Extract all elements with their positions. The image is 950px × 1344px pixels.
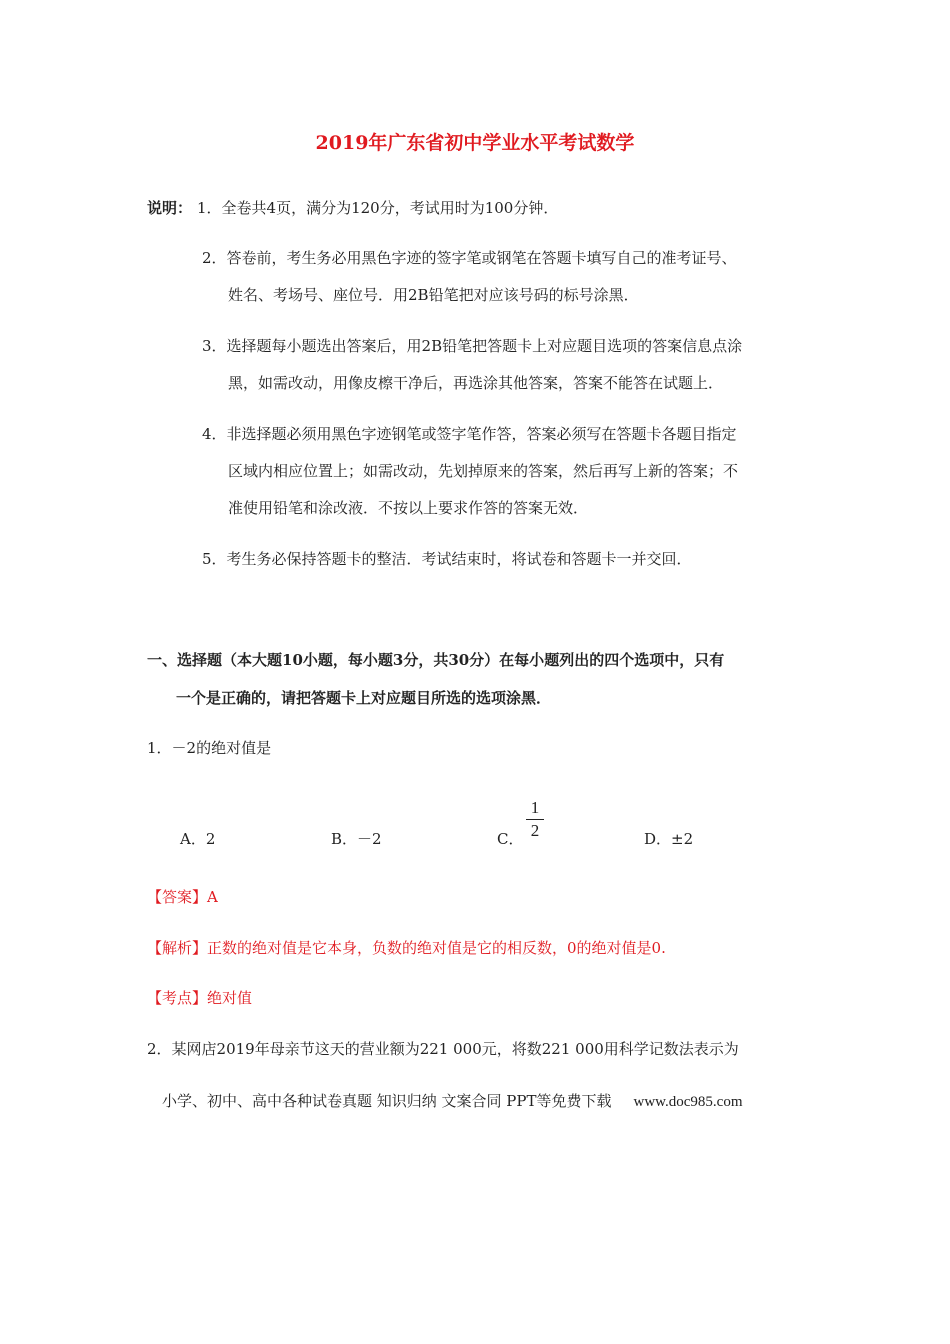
fraction-numerator: 1 (530, 798, 540, 817)
instruction-item-3: 3．选择题每小题选出答案后，用2B铅笔把答题卡上对应题目选项的答案信息点涂 (202, 337, 743, 355)
instruction-item-5: 5．考生务必保持答题卡的整洁．考试结束时，将试卷和答题卡一并交回． (202, 550, 692, 568)
instruction-item-1: 1．全卷共4页，满分为120分，考试用时为100分钟． (197, 199, 559, 217)
section-heading-cont: 一个是正确的，请把答题卡上对应题目所选的选项涂黑． (176, 689, 552, 707)
option-c: C． (497, 830, 524, 848)
instruction-item-4-cont2: 准使用铅笔和涂改液．不按以上要求作答的答案无效． (228, 499, 589, 517)
instruction-item-4-cont1: 区域内相应位置上；如需改动，先划掉原来的答案，然后再写上新的答案；不 (228, 462, 739, 480)
instruction-item-3-cont: 黑，如需改动，用像皮檫干净后，再选涂其他答案，答案不能答在试题上． (228, 374, 724, 392)
question-stem: 2．某网店2019年母亲节这天的营业额为221 000元，将数221 000用科学记数法表示为 (147, 1040, 739, 1058)
question-stem: 1．－2的绝对值是 (147, 739, 272, 757)
page-title: 2019年广东省初中学业水平考试数学 (315, 132, 635, 154)
option-c-fraction (526, 798, 544, 841)
fraction-bar (526, 819, 544, 820)
instruction-item-2-cont: 姓名、考场号、座位号．用2B铅笔把对应该号码的标号涂黑． (228, 286, 639, 304)
footer (162, 1090, 743, 1111)
option-a: A．2 (180, 830, 216, 848)
footer-text: 小学、初中、高中各种试卷真题 知识归纳 文案合同 PPT等免费下载 (162, 1092, 612, 1110)
answer: 【答案】A (147, 888, 218, 906)
instruction-item-4: 4．非选择题必须用黑色字迹钢笔或签字笔作答，答案必须写在答题卡各题目指定 (202, 425, 737, 443)
option-b: B．－2 (331, 830, 382, 848)
option-d: D．±2 (644, 830, 694, 848)
section-heading: 一、选择题（本大题10小题，每小题3分，共30分）在每小题列出的四个选项中，只有 (147, 651, 725, 669)
instructions-label: 说明： (147, 199, 193, 217)
footer-url[interactable]: www.doc985.com (633, 1094, 743, 1110)
fraction-denominator: 2 (530, 821, 540, 840)
analysis: 【解析】正数的绝对值是它本身，负数的绝对值是它的相反数，0的绝对值是0. (147, 939, 666, 957)
instruction-item-2: 2．答卷前，考生务必用黑色字迹的签字笔或钢笔在答题卡填写自己的准考证号、 (202, 249, 737, 267)
key-point: 【考点】绝对值 (147, 989, 253, 1007)
